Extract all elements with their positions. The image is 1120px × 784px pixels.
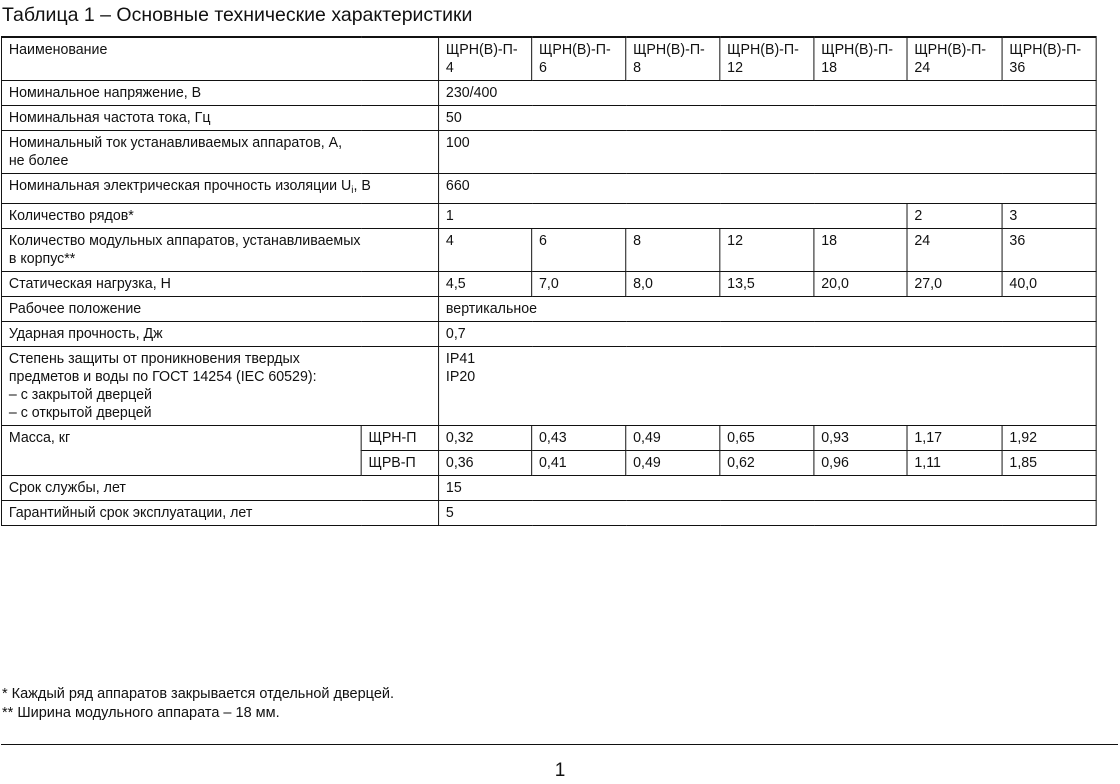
header-model-12: ЩРН(В)-П- 12 <box>720 37 814 81</box>
row-label: Рабочее положение <box>1 297 438 322</box>
table-row-position <box>1 297 1096 322</box>
row-value: 24 <box>907 229 1002 272</box>
header-model-18: ЩРН(В)-П- 18 <box>814 37 907 81</box>
row-value: 660 <box>439 174 1097 204</box>
row-value: 0,49 <box>626 451 720 476</box>
row-value: 0,93 <box>814 426 907 451</box>
row-value: 15 <box>439 476 1097 501</box>
table-header-row <box>1 37 1096 81</box>
header-name-cell: Наименование <box>1 37 438 81</box>
row-value: 20,0 <box>814 272 907 297</box>
row-value: 1,17 <box>907 426 1002 451</box>
row-value: 0,62 <box>720 451 814 476</box>
table-row-modules <box>1 229 1096 272</box>
row-value: 230/400 <box>439 81 1097 106</box>
row-value: IP41 IP20 <box>439 347 1097 426</box>
header-model-36: ЩРН(В)-П- 36 <box>1002 37 1096 81</box>
row-label: Номинальный ток устанавливаемых аппаратов, А, не более <box>1 131 438 174</box>
row-label: Степень защиты от проникновения твердых предметов и воды по ГОСТ 14254 (IEC 60529): – с закрытой дверцей – с открытой дверцей <box>1 347 438 426</box>
row-value: 0,41 <box>532 451 626 476</box>
label-tail: , В <box>353 178 371 194</box>
row-value: 40,0 <box>1002 272 1096 297</box>
row-label: Масса, кг <box>1 426 361 476</box>
table-row-static-load <box>1 272 1096 297</box>
table-row-warranty <box>1 501 1096 526</box>
row-label <box>1 174 438 204</box>
row-value: вертикальное <box>439 297 1097 322</box>
header-model-24: ЩРН(В)-П- 24 <box>907 37 1002 81</box>
header-model-4: ЩРН(В)-П- 4 <box>439 37 532 81</box>
row-value: 27,0 <box>907 272 1002 297</box>
row-value: 1,11 <box>907 451 1002 476</box>
footnote-module-width: ** Ширина модульного аппарата – 18 мм. <box>2 705 280 721</box>
row-value: 0,36 <box>439 451 532 476</box>
row-value: 4,5 <box>439 272 532 297</box>
row-value: 3 <box>1002 204 1096 229</box>
row-value: 50 <box>439 106 1097 131</box>
table-row-service-life <box>1 476 1096 501</box>
table-row-row-count <box>1 204 1096 229</box>
row-value: 1,85 <box>1002 451 1096 476</box>
mass-subtype-label: ЩРН-П <box>361 426 438 451</box>
row-value: 8,0 <box>626 272 720 297</box>
row-label: Количество рядов* <box>1 204 438 229</box>
row-label: Номинальное напряжение, В <box>1 81 438 106</box>
table-row-impact <box>1 322 1096 347</box>
row-value: 0,7 <box>439 322 1097 347</box>
row-value: 0,32 <box>439 426 532 451</box>
table-row-mass-shrn <box>1 426 1096 451</box>
row-value: 0,43 <box>532 426 626 451</box>
table-row-insulation <box>1 174 1096 204</box>
page-number: 1 <box>554 760 566 781</box>
row-value: 18 <box>814 229 907 272</box>
row-value: 2 <box>907 204 1002 229</box>
row-value: 0,96 <box>814 451 907 476</box>
row-value: 1,92 <box>1002 426 1096 451</box>
row-value: 12 <box>720 229 814 272</box>
footnote-rows: * Каждый ряд аппаратов закрывается отдельной дверцей. <box>2 686 395 702</box>
mass-subtype-label: ЩРВ-П <box>361 451 438 476</box>
header-model-6: ЩРН(В)-П- 6 <box>532 37 626 81</box>
table-caption: Таблица 1 – Основные технические характеристики <box>2 4 473 26</box>
row-value: 4 <box>439 229 532 272</box>
row-value: 0,49 <box>626 426 720 451</box>
row-value: 8 <box>626 229 720 272</box>
table-row-frequency <box>1 106 1096 131</box>
row-label: Номинальная частота тока, Гц <box>1 106 438 131</box>
row-label: Срок службы, лет <box>1 476 438 501</box>
footnotes <box>2 685 394 723</box>
row-value: 6 <box>532 229 626 272</box>
header-model-8: ЩРН(В)-П- 8 <box>626 37 720 81</box>
label-main: Номинальная электрическая прочность изоляции U <box>8 178 352 194</box>
row-value: 100 <box>439 131 1097 174</box>
row-value: 13,5 <box>720 272 814 297</box>
row-value: 5 <box>439 501 1097 526</box>
row-label: Статическая нагрузка, Н <box>1 272 438 297</box>
row-label: Гарантийный срок эксплуатации, лет <box>1 501 438 526</box>
table-row-current <box>1 131 1096 174</box>
row-label: Количество модульных аппаратов, устанавливаемых в корпус** <box>1 229 438 272</box>
row-label: Ударная прочность, Дж <box>1 322 438 347</box>
label-subscript: i <box>351 185 354 196</box>
table-row-protection <box>1 347 1096 426</box>
footer-divider <box>1 744 1118 745</box>
row-value: 36 <box>1002 229 1096 272</box>
row-value: 1 <box>439 204 907 229</box>
table-row-voltage <box>1 81 1096 106</box>
specifications-table <box>1 36 1097 526</box>
row-value: 7,0 <box>532 272 626 297</box>
row-value: 0,65 <box>720 426 814 451</box>
